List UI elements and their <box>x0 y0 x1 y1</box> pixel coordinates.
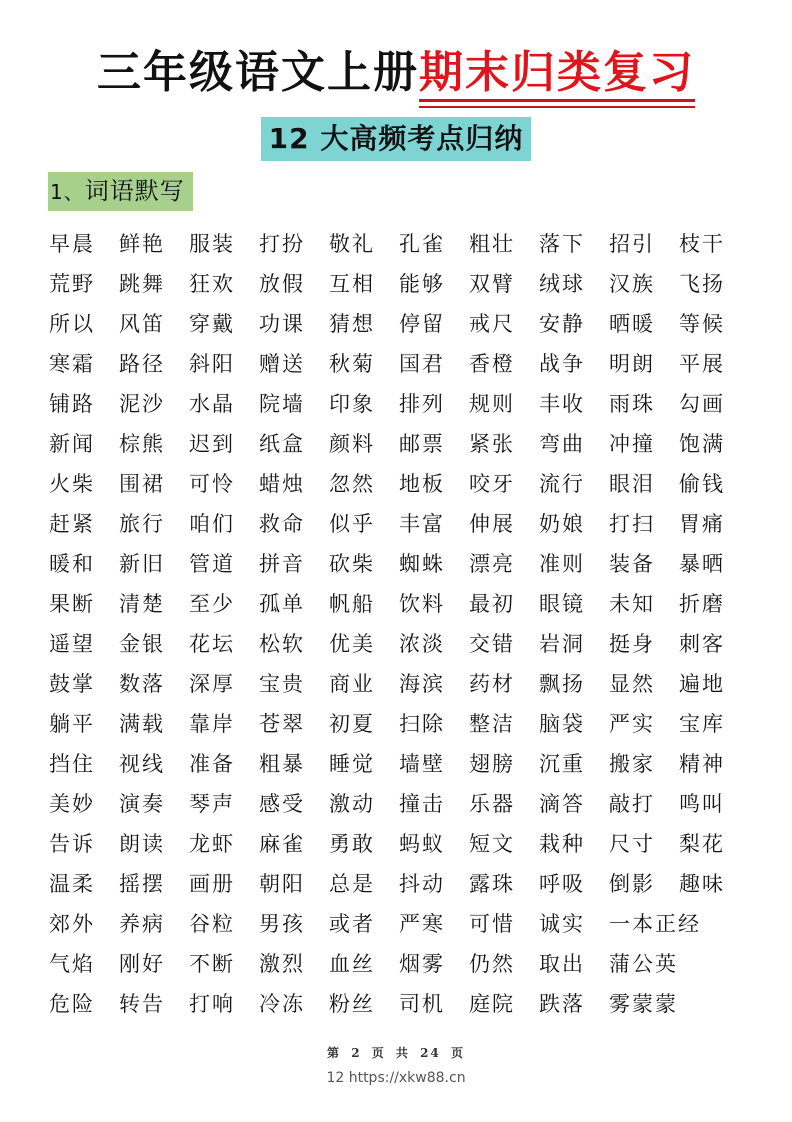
vocabulary-word: 花坛 <box>189 632 235 656</box>
vocabulary-word: 温柔 <box>49 872 95 896</box>
vocabulary-word: 栽种 <box>539 832 585 856</box>
vocabulary-word: 视线 <box>119 752 165 776</box>
word-row <box>49 624 749 664</box>
vocabulary-word: 互相 <box>329 272 375 296</box>
footer-url: 12 https://xkw88.cn <box>326 1070 466 1086</box>
vocabulary-word: 琴声 <box>189 792 235 816</box>
vocabulary-word: 泥沙 <box>119 392 165 416</box>
vocabulary-word: 倒影 <box>609 872 655 896</box>
vocabulary-word: 饱满 <box>679 432 725 456</box>
vocabulary-word: 印象 <box>329 392 375 416</box>
vocabulary-word: 挡住 <box>49 752 95 776</box>
vocabulary-word: 打扮 <box>259 232 305 256</box>
vocabulary-word: 躺平 <box>49 712 95 736</box>
vocabulary-word: 精神 <box>679 752 725 776</box>
vocabulary-word: 打扫 <box>609 512 655 536</box>
vocabulary-word: 拼音 <box>259 552 305 576</box>
vocabulary-word: 蜡烛 <box>259 472 305 496</box>
vocabulary-word: 抖动 <box>399 872 445 896</box>
vocabulary-word: 滴答 <box>539 792 585 816</box>
vocabulary-word: 跳舞 <box>119 272 165 296</box>
vocabulary-word: 墙壁 <box>399 752 445 776</box>
page-number: 第 2 页 共 24 页 <box>327 1046 465 1060</box>
vocabulary-word: 弯曲 <box>539 432 585 456</box>
vocabulary-word: 海滨 <box>399 672 445 696</box>
vocabulary-word: 浓淡 <box>399 632 445 656</box>
vocabulary-word: 短文 <box>469 832 515 856</box>
vocabulary-word: 迟到 <box>189 432 235 456</box>
section-heading <box>48 172 193 211</box>
word-row <box>49 544 749 584</box>
vocabulary-word: 严实 <box>609 712 655 736</box>
vocabulary-word: 流行 <box>539 472 585 496</box>
vocabulary-word: 邮票 <box>399 432 445 456</box>
vocabulary-word: 鼓掌 <box>49 672 95 696</box>
vocabulary-word: 挺身 <box>609 632 655 656</box>
vocabulary-word: 刚好 <box>119 952 165 976</box>
vocabulary-word: 激动 <box>329 792 375 816</box>
vocabulary-word: 咱们 <box>189 512 235 536</box>
vocabulary-word: 粉丝 <box>329 992 375 1016</box>
vocabulary-word: 可惜 <box>469 912 515 936</box>
vocabulary-word: 乐器 <box>469 792 515 816</box>
vocabulary-word: 打响 <box>189 992 235 1016</box>
vocabulary-word: 严寒 <box>399 912 445 936</box>
vocabulary-word: 司机 <box>399 992 445 1016</box>
vocabulary-word: 新闻 <box>49 432 95 456</box>
vocabulary-word: 金银 <box>119 632 165 656</box>
vocabulary-word: 伸展 <box>469 512 515 536</box>
vocabulary-word: 孤单 <box>259 592 305 616</box>
vocabulary-word: 感受 <box>259 792 305 816</box>
vocabulary-word: 落下 <box>539 232 585 256</box>
vocabulary-word: 麻雀 <box>259 832 305 856</box>
word-row <box>49 424 749 464</box>
vocabulary-word: 勾画 <box>679 392 725 416</box>
vocabulary-word: 数落 <box>119 672 165 696</box>
vocabulary-word: 脑袋 <box>539 712 585 736</box>
vocabulary-word: 暴晒 <box>679 552 725 576</box>
word-row <box>49 904 749 944</box>
vocabulary-word: 早晨 <box>49 232 95 256</box>
word-row <box>49 504 749 544</box>
vocabulary-word: 松软 <box>259 632 305 656</box>
vocabulary-word: 药材 <box>469 672 515 696</box>
vocabulary-word: 秋菊 <box>329 352 375 376</box>
vocabulary-word: 蒲公英 <box>609 952 678 976</box>
vocabulary-word: 飘扬 <box>539 672 585 696</box>
vocabulary-word: 勇敢 <box>329 832 375 856</box>
vocabulary-word: 所以 <box>49 312 95 336</box>
vocabulary-word: 猜想 <box>329 312 375 336</box>
vocabulary-word: 纸盒 <box>259 432 305 456</box>
vocabulary-word: 香橙 <box>469 352 515 376</box>
vocabulary-word: 满载 <box>119 712 165 736</box>
vocabulary-word: 旅行 <box>119 512 165 536</box>
vocabulary-word: 救命 <box>259 512 305 536</box>
vocabulary-word: 美妙 <box>49 792 95 816</box>
vocabulary-word: 风笛 <box>119 312 165 336</box>
vocabulary-word: 粗壮 <box>469 232 515 256</box>
vocabulary-word: 翅膀 <box>469 752 515 776</box>
vocabulary-word: 斜阳 <box>189 352 235 376</box>
subtitle-banner: 12 大高频考点归纳 <box>261 117 532 161</box>
vocabulary-word: 告诉 <box>49 832 95 856</box>
vocabulary-word: 招引 <box>609 232 655 256</box>
vocabulary-word: 狂欢 <box>189 272 235 296</box>
vocabulary-word: 平展 <box>679 352 725 376</box>
vocabulary-word: 丰富 <box>399 512 445 536</box>
vocabulary-word: 气焰 <box>49 952 95 976</box>
vocabulary-word: 雾蒙蒙 <box>609 992 678 1016</box>
section-title: 词语默写 <box>84 177 185 205</box>
vocabulary-word: 汉族 <box>609 272 655 296</box>
word-row <box>49 864 749 904</box>
vocabulary-word: 可怜 <box>189 472 235 496</box>
vocabulary-word: 赠送 <box>259 352 305 376</box>
vocabulary-word: 雨珠 <box>609 392 655 416</box>
vocabulary-word: 露珠 <box>469 872 515 896</box>
vocabulary-word: 赶紧 <box>49 512 95 536</box>
vocabulary-word: 宝贵 <box>259 672 305 696</box>
vocabulary-word: 遥望 <box>49 632 95 656</box>
vocabulary-word: 不断 <box>189 952 235 976</box>
vocabulary-word: 安静 <box>539 312 585 336</box>
vocabulary-word: 排列 <box>399 392 445 416</box>
vocabulary-word: 搬家 <box>609 752 655 776</box>
vocabulary-word: 养病 <box>119 912 165 936</box>
vocabulary-word: 漂亮 <box>469 552 515 576</box>
vocabulary-word: 刺客 <box>679 632 725 656</box>
word-row <box>49 664 749 704</box>
vocabulary-word: 整洁 <box>469 712 515 736</box>
vocabulary-word: 演奏 <box>119 792 165 816</box>
vocabulary-word: 眼镜 <box>539 592 585 616</box>
vocabulary-word: 孔雀 <box>399 232 445 256</box>
vocabulary-word: 停留 <box>399 312 445 336</box>
vocabulary-word: 等候 <box>679 312 725 336</box>
vocabulary-word: 扫除 <box>399 712 445 736</box>
vocabulary-word: 初夏 <box>329 712 375 736</box>
vocabulary-word: 显然 <box>609 672 655 696</box>
vocabulary-word: 双臂 <box>469 272 515 296</box>
vocabulary-word: 路径 <box>119 352 165 376</box>
word-row <box>49 304 749 344</box>
word-row <box>49 704 749 744</box>
vocabulary-word: 蜘蛛 <box>399 552 445 576</box>
word-row <box>49 344 749 384</box>
vocabulary-word: 装备 <box>609 552 655 576</box>
vocabulary-word: 跌落 <box>539 992 585 1016</box>
vocabulary-word: 功课 <box>259 312 305 336</box>
vocabulary-word: 男孩 <box>259 912 305 936</box>
vocabulary-word: 至少 <box>189 592 235 616</box>
word-row <box>49 584 749 624</box>
vocabulary-word: 颜料 <box>329 432 375 456</box>
vocabulary-word: 或者 <box>329 912 375 936</box>
word-row <box>49 944 749 984</box>
vocabulary-word: 规则 <box>469 392 515 416</box>
vocabulary-word: 冲撞 <box>609 432 655 456</box>
vocabulary-word: 飞扬 <box>679 272 725 296</box>
vocabulary-word: 围裙 <box>119 472 165 496</box>
vocabulary-word: 仍然 <box>469 952 515 976</box>
vocabulary-word: 敲打 <box>609 792 655 816</box>
word-row <box>49 824 749 864</box>
vocabulary-word: 奶娘 <box>539 512 585 536</box>
vocabulary-word: 未知 <box>609 592 655 616</box>
vocabulary-word: 国君 <box>399 352 445 376</box>
vocabulary-word: 丰收 <box>539 392 585 416</box>
vocabulary-word: 晒暖 <box>609 312 655 336</box>
vocabulary-word: 血丝 <box>329 952 375 976</box>
word-row <box>49 264 749 304</box>
vocabulary-word: 尺寸 <box>609 832 655 856</box>
vocabulary-word: 朝阳 <box>259 872 305 896</box>
word-row <box>49 984 749 1024</box>
vocabulary-word: 似乎 <box>329 512 375 536</box>
vocabulary-word: 商业 <box>329 672 375 696</box>
vocabulary-word: 服装 <box>189 232 235 256</box>
vocabulary-word: 果断 <box>49 592 95 616</box>
vocabulary-word: 一本正经 <box>609 912 701 936</box>
vocabulary-word: 准备 <box>189 752 235 776</box>
vocabulary-word: 交错 <box>469 632 515 656</box>
page-title <box>0 44 792 104</box>
subtitle-container <box>0 117 792 161</box>
vocabulary-word: 清楚 <box>119 592 165 616</box>
vocabulary-word: 放假 <box>259 272 305 296</box>
word-row <box>49 224 749 264</box>
vocabulary-word: 郊外 <box>49 912 95 936</box>
vocabulary-word: 忽然 <box>329 472 375 496</box>
vocabulary-word: 准则 <box>539 552 585 576</box>
vocabulary-word: 沉重 <box>539 752 585 776</box>
vocabulary-word: 粗暴 <box>259 752 305 776</box>
word-row <box>49 744 749 784</box>
vocabulary-word: 能够 <box>399 272 445 296</box>
vocabulary-word: 趣味 <box>679 872 725 896</box>
vocabulary-word: 冷冻 <box>259 992 305 1016</box>
vocabulary-word: 诚实 <box>539 912 585 936</box>
page-title-main: 三年级语文上册 <box>97 47 419 98</box>
vocabulary-word: 谷粒 <box>189 912 235 936</box>
vocabulary-word: 优美 <box>329 632 375 656</box>
vocabulary-word: 戒尺 <box>469 312 515 336</box>
vocabulary-word: 火柴 <box>49 472 95 496</box>
vocabulary-word: 砍柴 <box>329 552 375 576</box>
vocabulary-word: 梨花 <box>679 832 725 856</box>
vocabulary-word: 穿戴 <box>189 312 235 336</box>
vocabulary-word: 危险 <box>49 992 95 1016</box>
vocabulary-word: 荒野 <box>49 272 95 296</box>
vocabulary-word: 棕熊 <box>119 432 165 456</box>
vocabulary-word: 鸣叫 <box>679 792 725 816</box>
vocabulary-word: 管道 <box>189 552 235 576</box>
section-number: 1、 <box>50 180 85 204</box>
vocabulary-word: 激烈 <box>259 952 305 976</box>
vocabulary-word: 苍翠 <box>259 712 305 736</box>
vocabulary-word: 宝库 <box>679 712 725 736</box>
vocabulary-grid <box>49 224 749 1024</box>
vocabulary-word: 庭院 <box>469 992 515 1016</box>
vocabulary-word: 蚂蚁 <box>399 832 445 856</box>
vocabulary-word: 新旧 <box>119 552 165 576</box>
vocabulary-word: 睡觉 <box>329 752 375 776</box>
vocabulary-word: 地板 <box>399 472 445 496</box>
vocabulary-word: 院墙 <box>259 392 305 416</box>
vocabulary-word: 最初 <box>469 592 515 616</box>
vocabulary-word: 铺路 <box>49 392 95 416</box>
vocabulary-word: 眼泪 <box>609 472 655 496</box>
vocabulary-word: 画册 <box>189 872 235 896</box>
vocabulary-word: 折磨 <box>679 592 725 616</box>
vocabulary-word: 枝干 <box>679 232 725 256</box>
vocabulary-word: 深厚 <box>189 672 235 696</box>
page-title-highlight: 期末归类复习 <box>419 44 695 104</box>
vocabulary-word: 遍地 <box>679 672 725 696</box>
vocabulary-word: 呼吸 <box>539 872 585 896</box>
vocabulary-word: 撞击 <box>399 792 445 816</box>
vocabulary-word: 寒霜 <box>49 352 95 376</box>
vocabulary-word: 偷钱 <box>679 472 725 496</box>
vocabulary-word: 暖和 <box>49 552 95 576</box>
vocabulary-word: 总是 <box>329 872 375 896</box>
word-row <box>49 464 749 504</box>
vocabulary-word: 敬礼 <box>329 232 375 256</box>
vocabulary-word: 帆船 <box>329 592 375 616</box>
vocabulary-word: 胃痛 <box>679 512 725 536</box>
vocabulary-word: 明朗 <box>609 352 655 376</box>
word-row <box>49 384 749 424</box>
vocabulary-word: 烟雾 <box>399 952 445 976</box>
vocabulary-word: 摇摆 <box>119 872 165 896</box>
vocabulary-word: 朗读 <box>119 832 165 856</box>
vocabulary-word: 水晶 <box>189 392 235 416</box>
vocabulary-word: 饮料 <box>399 592 445 616</box>
vocabulary-word: 转告 <box>119 992 165 1016</box>
vocabulary-word: 咬牙 <box>469 472 515 496</box>
vocabulary-word: 绒球 <box>539 272 585 296</box>
vocabulary-word: 战争 <box>539 352 585 376</box>
vocabulary-word: 龙虾 <box>189 832 235 856</box>
vocabulary-word: 岩洞 <box>539 632 585 656</box>
vocabulary-word: 紧张 <box>469 432 515 456</box>
vocabulary-word: 鲜艳 <box>119 232 165 256</box>
vocabulary-word: 靠岸 <box>189 712 235 736</box>
vocabulary-word: 取出 <box>539 952 585 976</box>
word-row <box>49 784 749 824</box>
